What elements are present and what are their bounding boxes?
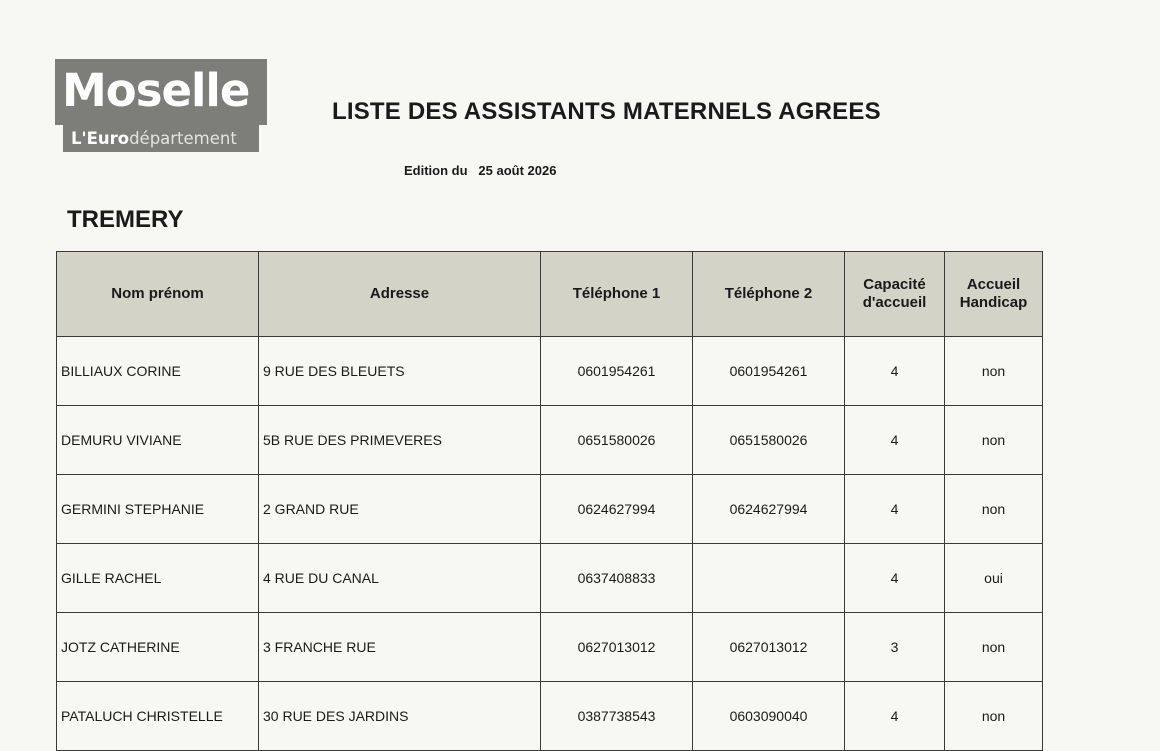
cell-handicap: non (945, 682, 1043, 751)
cell-phone2: 0624627994 (693, 475, 845, 544)
edition-label: Edition du (404, 163, 468, 178)
cell-capacity: 4 (845, 337, 945, 406)
cell-phone1: 0601954261 (541, 337, 693, 406)
table-row (57, 337, 1043, 406)
cell-name: JOTZ CATHERINE (57, 613, 259, 682)
cell-address: 5B RUE DES PRIMEVERES (259, 406, 541, 475)
cell-handicap: oui (945, 544, 1043, 613)
logo-top-band (55, 59, 267, 125)
cell-handicap: non (945, 613, 1043, 682)
cell-phone2: 0651580026 (693, 406, 845, 475)
cell-capacity: 4 (845, 682, 945, 751)
header-phone2: Téléphone 2 (693, 252, 845, 337)
cell-phone1: 0387738543 (541, 682, 693, 751)
assistants-table (56, 251, 1043, 751)
logo-wordmark: Moselle (62, 64, 250, 117)
cell-address: 3 FRANCHE RUE (259, 613, 541, 682)
header-name: Nom prénom (57, 252, 259, 337)
document-title: LISTE DES ASSISTANTS MATERNELS AGREES (332, 98, 881, 125)
cell-handicap: non (945, 337, 1043, 406)
header-phone1: Téléphone 1 (541, 252, 693, 337)
header-capacity: Capacité d'accueil (845, 252, 945, 337)
cell-name: GILLE RACHEL (57, 544, 259, 613)
cell-name: GERMINI STEPHANIE (57, 475, 259, 544)
cell-capacity: 3 (845, 613, 945, 682)
cell-address: 4 RUE DU CANAL (259, 544, 541, 613)
cell-phone2 (693, 544, 845, 613)
cell-address: 2 GRAND RUE (259, 475, 541, 544)
cell-address: 30 RUE DES JARDINS (259, 682, 541, 751)
moselle-logo (55, 59, 267, 153)
cell-phone2: 0603090040 (693, 682, 845, 751)
edition-date: 25 août 2026 (478, 163, 557, 178)
cell-phone1: 0637408833 (541, 544, 693, 613)
logo-tagline (71, 128, 237, 150)
table-row (57, 406, 1043, 475)
edition-line (404, 163, 556, 178)
logo-tagline-light: département (129, 129, 237, 148)
cell-address: 9 RUE DES BLEUETS (259, 337, 541, 406)
cell-phone1: 0651580026 (541, 406, 693, 475)
cell-name: BILLIAUX CORINE (57, 337, 259, 406)
table-row (57, 544, 1043, 613)
cell-phone1: 0624627994 (541, 475, 693, 544)
cell-name: PATALUCH CHRISTELLE (57, 682, 259, 751)
logo-bottom-band (63, 125, 259, 152)
header-handicap: Accueil Handicap (945, 252, 1043, 337)
cell-capacity: 4 (845, 544, 945, 613)
table-row (57, 682, 1043, 751)
cell-phone1: 0627013012 (541, 613, 693, 682)
table-header-row (57, 252, 1043, 337)
table-row (57, 613, 1043, 682)
cell-handicap: non (945, 475, 1043, 544)
cell-phone2: 0601954261 (693, 337, 845, 406)
header-address: Adresse (259, 252, 541, 337)
cell-handicap: non (945, 406, 1043, 475)
table-row (57, 475, 1043, 544)
logo-tagline-bold: L'Euro (71, 129, 130, 148)
cell-capacity: 4 (845, 406, 945, 475)
cell-capacity: 4 (845, 475, 945, 544)
cell-phone2: 0627013012 (693, 613, 845, 682)
commune-heading: TREMERY (67, 206, 184, 233)
cell-name: DEMURU VIVIANE (57, 406, 259, 475)
